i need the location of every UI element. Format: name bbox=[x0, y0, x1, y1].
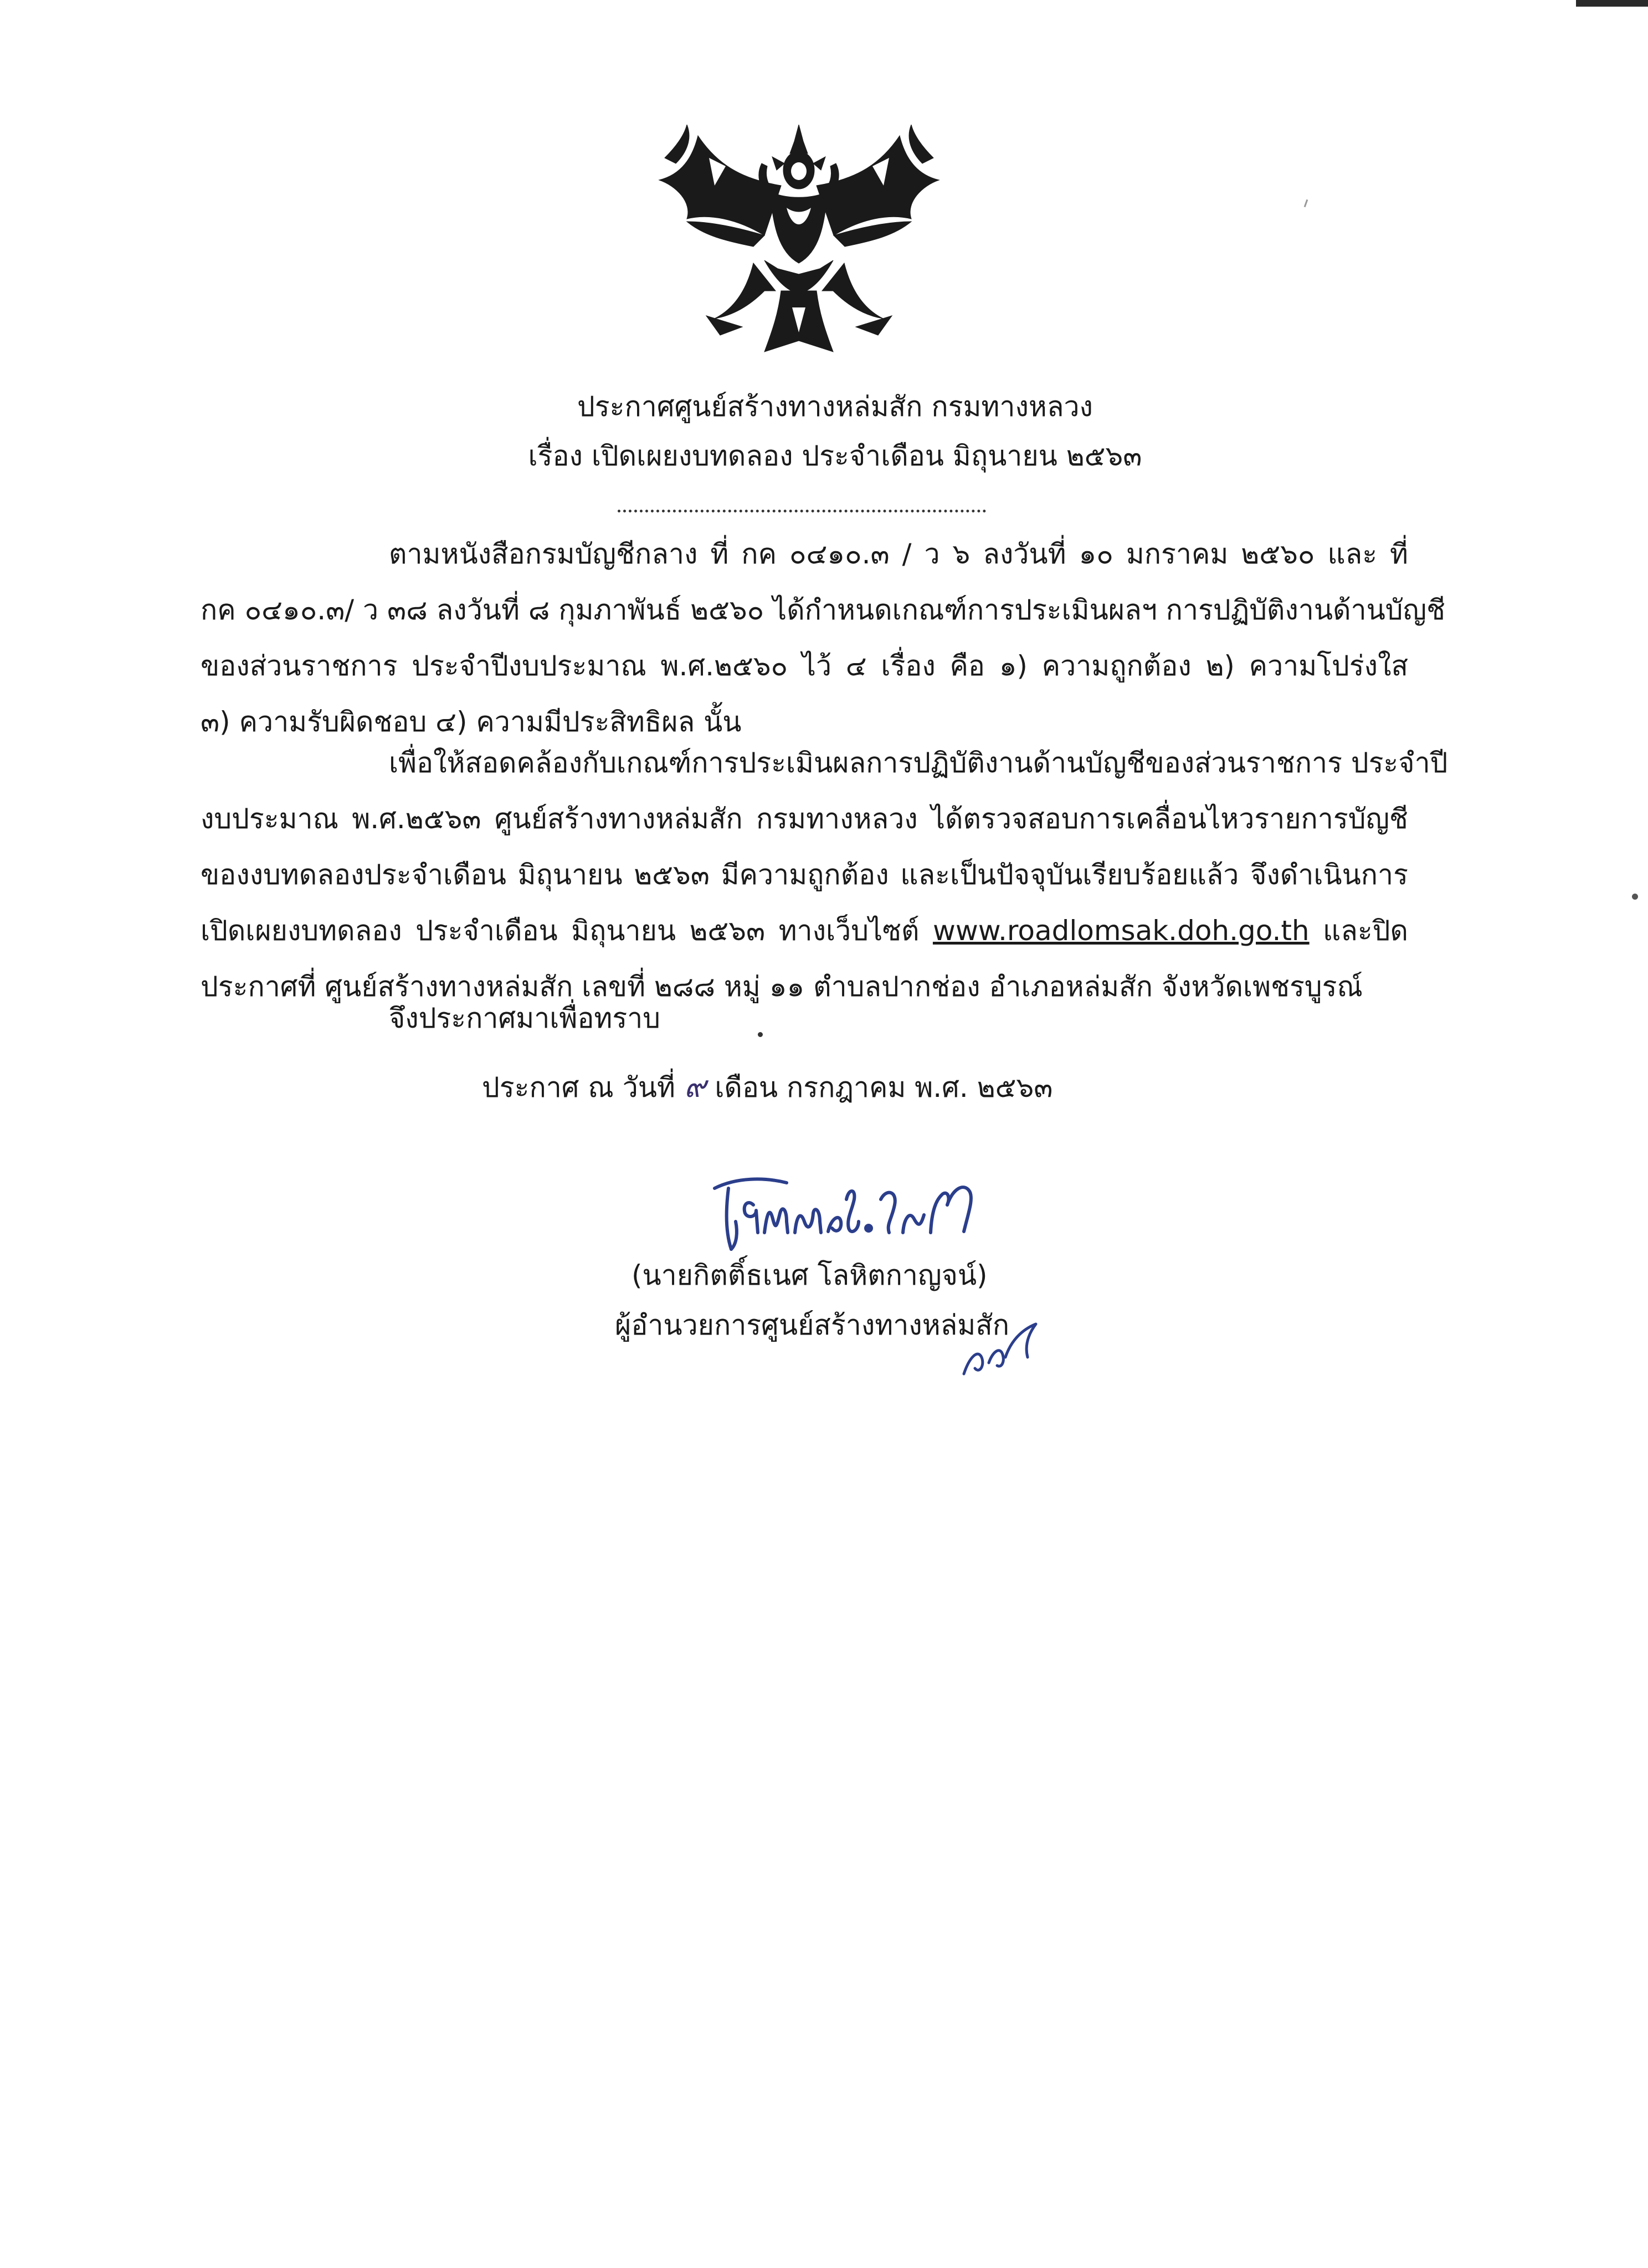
paragraph-2-text: เปิดเผยงบทดลอง ประจำเดือน มิถุนายน ๒๕๖๓ ทางเว็บไซต์ bbox=[201, 915, 920, 947]
paragraph-2-line: เพื่อให้สอดคล้องกับเกณฑ์การประเมินผลการปฏิบัติงานด้านบัญชีของส่วนราชการ ประจำปี bbox=[389, 747, 1448, 779]
paragraph-1-line: ๓) ความรับผิดชอบ ๔) ความมีประสิทธิผล นั้น bbox=[201, 706, 742, 738]
announcement-date bbox=[482, 1070, 1053, 1104]
paragraph-1 bbox=[201, 526, 1446, 750]
scan-speck bbox=[758, 1032, 763, 1037]
dotted-divider bbox=[618, 510, 986, 512]
paragraph-2-text: และปิด bbox=[1323, 915, 1408, 947]
paragraph-2-line: งบประมาณ พ.ศ.๒๕๖๓ ศูนย์สร้างทางหล่มสัก กรมทางหลวง ได้ตรวจสอบการเคลื่อนไหวรายการบัญชี bbox=[201, 803, 1408, 835]
signer-position: ผู้อำนวยการศูนย์สร้างทางหล่มสัก bbox=[615, 1309, 1010, 1341]
handwritten-signature bbox=[704, 1166, 992, 1260]
date-suffix: เดือน กรกฎาคม พ.ศ. ๒๕๖๓ bbox=[715, 1071, 1053, 1104]
closing-statement: จึงประกาศมาเพื่อทราบ bbox=[389, 1002, 660, 1034]
website-link[interactable]: www.roadlomsak.doh.go.th bbox=[932, 915, 1310, 947]
signer-name: (นายกิตติ์ธเนศ โลหิตกาญจน์) bbox=[632, 1259, 988, 1291]
scan-speck bbox=[1632, 894, 1638, 900]
announcement-subject: เรื่อง เปิดเผยงบทดลอง ประจำเดือน มิถุนายน ๒๕๖๓ bbox=[528, 440, 1142, 472]
paragraph-1-line: ตามหนังสือกรมบัญชีกลาง ที่ กค ๐๔๑๐.๓ / ว ๖ ลงวันที่ ๑๐ มกราคม ๒๕๖๐ และ ที่ bbox=[389, 538, 1408, 570]
paragraph-2 bbox=[201, 735, 1448, 1015]
paragraph-1-line: กค ๐๔๑๐.๓/ ว ๓๘ ลงวันที่ ๘ กุมภาพันธ์ ๒๕๖๐ ได้กำหนดเกณฑ์การประเมินผลฯ การปฏิบัติงานด้านบัญชี bbox=[201, 594, 1446, 626]
paragraph-2-line: ประกาศที่ ศูนย์สร้างทางหล่มสัก เลขที่ ๒๘๘ หมู่ ๑๑ ตำบลปากช่อง อำเภอหล่มสัก จังหวัดเพชรบูรณ์ bbox=[201, 971, 1363, 1003]
paragraph-1-line: ของส่วนราชการ ประจำปีงบประมาณ พ.ศ.๒๕๖๐ ไว้ ๔ เรื่อง คือ ๑) ความถูกต้อง ๒) ความโปร่งใส bbox=[201, 650, 1408, 682]
scan-speck bbox=[1304, 199, 1308, 207]
paragraph-2-line-with-link bbox=[201, 903, 1408, 959]
date-day-handwritten: ๙ bbox=[684, 1069, 706, 1104]
garuda-emblem bbox=[654, 125, 944, 355]
date-prefix: ประกาศ ณ วันที่ bbox=[482, 1071, 675, 1104]
scan-edge-mark bbox=[1576, 0, 1648, 7]
handwritten-initial bbox=[958, 1318, 1041, 1382]
announcement-title: ประกาศศูนย์สร้างทางหล่มสัก กรมทางหลวง bbox=[577, 391, 1093, 423]
paragraph-2-line: ของงบทดลองประจำเดือน มิถุนายน ๒๕๖๓ มีความถูกต้อง และเป็นปัจจุบันเรียบร้อยแล้ว จึงดำเนินการ bbox=[201, 859, 1408, 891]
